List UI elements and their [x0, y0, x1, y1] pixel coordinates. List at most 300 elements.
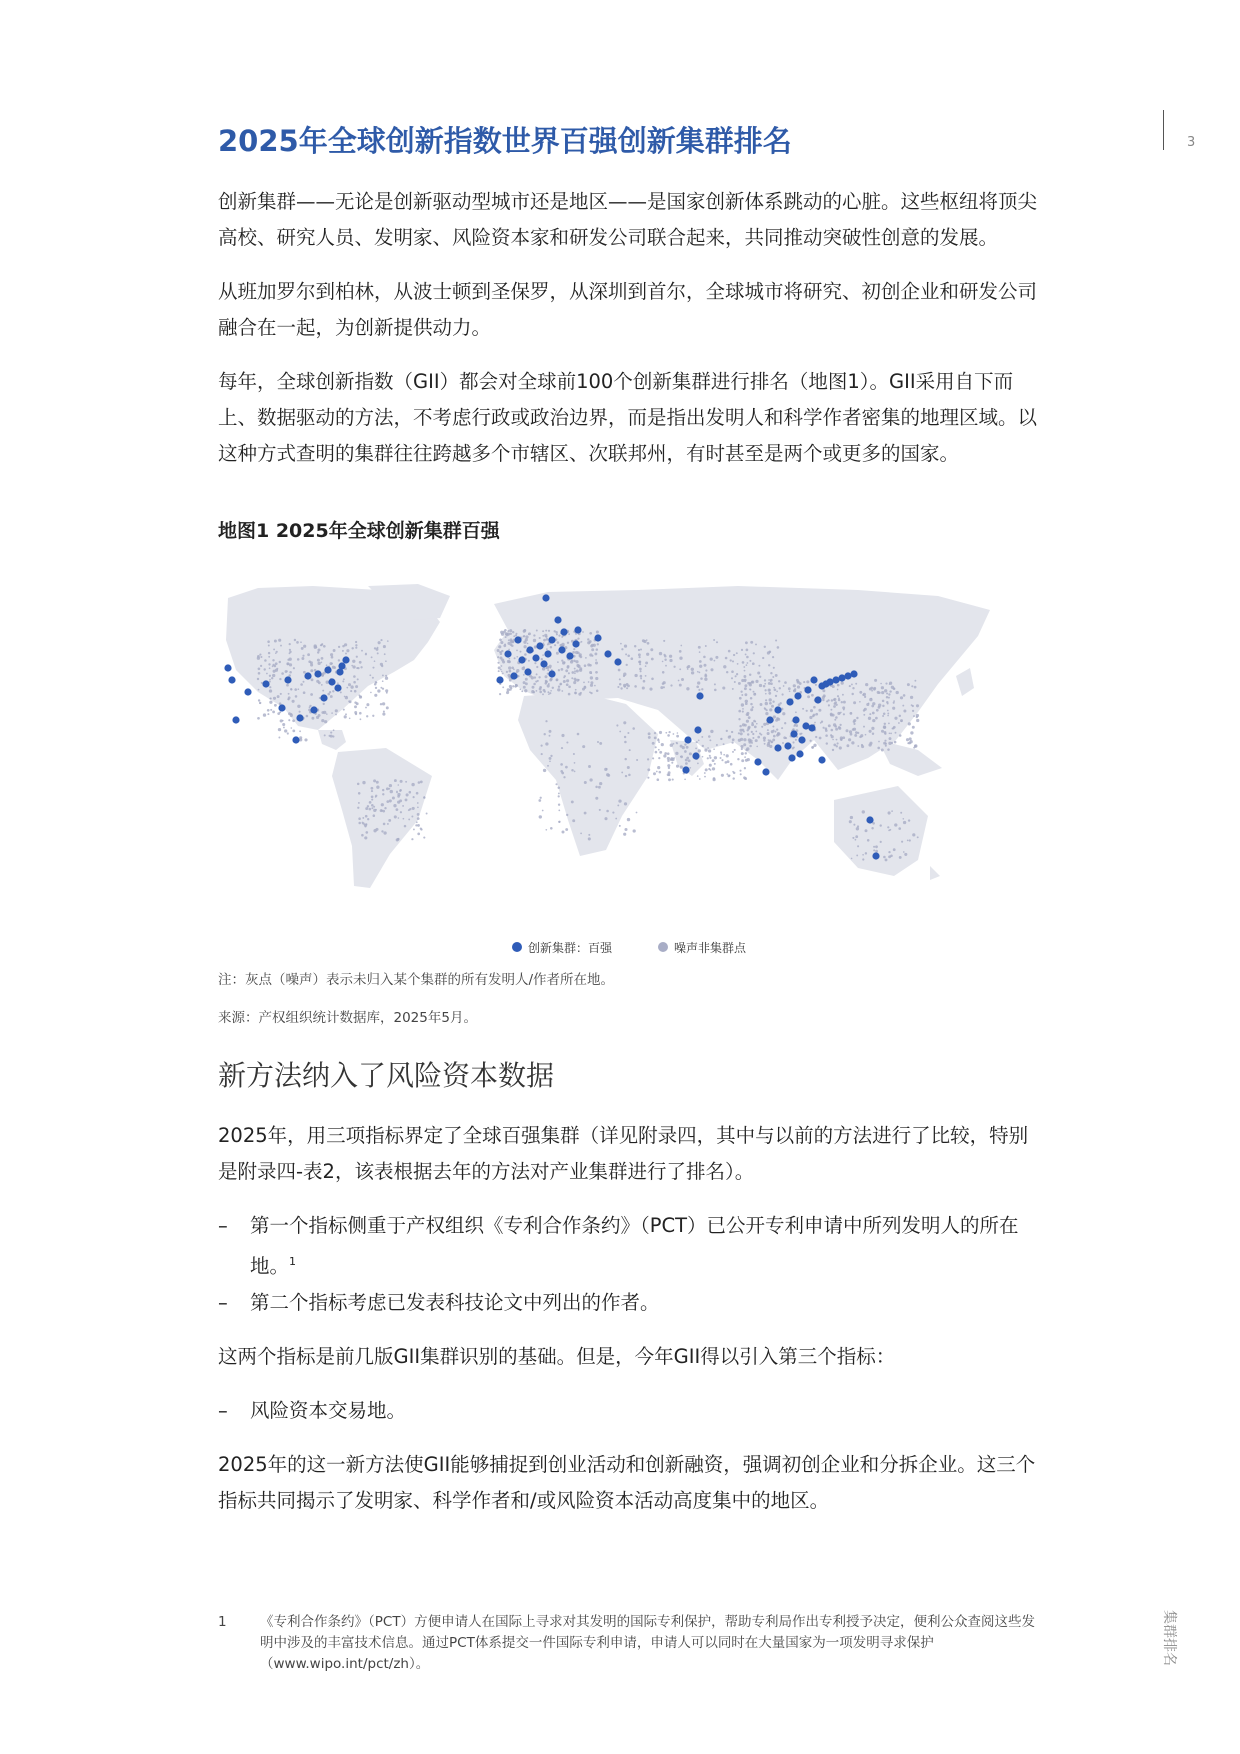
noise-point	[380, 703, 382, 705]
noise-point	[640, 670, 642, 672]
noise-point	[759, 684, 762, 687]
noise-point	[777, 732, 780, 735]
noise-point	[769, 702, 772, 705]
noise-point	[770, 672, 772, 674]
noise-point	[738, 710, 741, 713]
noise-point	[814, 722, 816, 724]
noise-point	[645, 661, 648, 664]
noise-point	[290, 727, 292, 729]
noise-point	[604, 817, 607, 820]
noise-point	[375, 795, 377, 797]
noise-point	[770, 680, 772, 682]
noise-point	[703, 656, 706, 659]
noise-point	[740, 732, 743, 735]
noise-point	[887, 710, 889, 712]
noise-point	[356, 656, 358, 658]
noise-point	[871, 727, 874, 730]
noise-point	[322, 690, 324, 692]
noise-point	[561, 668, 564, 671]
noise-point	[508, 649, 510, 651]
noise-point	[590, 684, 593, 687]
noise-point	[355, 644, 357, 646]
noise-point	[730, 763, 733, 766]
noise-point	[882, 705, 884, 707]
noise-point	[606, 810, 609, 813]
noise-point	[318, 681, 321, 684]
noise-point	[354, 690, 357, 693]
noise-point	[323, 711, 326, 714]
noise-point	[624, 644, 627, 647]
noise-point	[263, 668, 265, 670]
noise-point	[670, 757, 673, 760]
noise-point	[749, 689, 751, 691]
cluster-point	[314, 670, 321, 677]
noise-point	[577, 733, 580, 736]
noise-point	[358, 817, 361, 820]
noise-point	[714, 756, 717, 759]
noise-point	[843, 713, 845, 715]
noise-point	[755, 731, 757, 733]
noise-point	[372, 667, 374, 669]
cluster-point	[774, 744, 781, 751]
noise-point	[833, 705, 836, 708]
main-content	[218, 118, 1040, 1519]
noise-point	[405, 798, 408, 801]
cluster-point	[338, 662, 345, 669]
noise-point	[626, 664, 628, 666]
noise-point	[746, 720, 749, 723]
noise-point	[855, 835, 858, 838]
noise-point	[894, 741, 897, 744]
noise-point	[542, 635, 544, 637]
noise-point	[741, 649, 743, 651]
noise-point	[753, 652, 755, 654]
noise-point	[621, 771, 623, 773]
noise-point	[272, 711, 275, 714]
cluster-point	[694, 726, 701, 733]
noise-point	[882, 715, 884, 717]
noise-point	[398, 817, 400, 819]
noise-point	[664, 659, 666, 661]
noise-point	[397, 800, 400, 803]
cluster-point	[566, 652, 573, 659]
noise-point	[743, 675, 746, 678]
noise-point	[624, 741, 627, 744]
noise-point	[855, 683, 857, 685]
noise-point	[292, 730, 295, 733]
noise-point	[745, 749, 748, 752]
noise-point	[626, 687, 628, 689]
noise-point	[835, 728, 838, 731]
noise-point	[420, 781, 423, 784]
noise-point	[684, 750, 687, 753]
noise-point	[733, 777, 735, 779]
noise-point	[797, 686, 800, 689]
noise-point	[548, 630, 550, 632]
noise-point	[388, 819, 391, 822]
noise-point	[516, 650, 518, 652]
noise-point	[750, 641, 753, 644]
noise-point	[542, 810, 544, 812]
noise-point	[520, 689, 522, 691]
noise-point	[663, 681, 666, 684]
noise-point	[806, 710, 808, 712]
noise-point	[566, 814, 568, 816]
noise-point	[575, 689, 577, 691]
noise-point	[270, 697, 272, 699]
noise-point	[753, 693, 756, 696]
noise-point	[297, 658, 300, 661]
noise-point	[806, 680, 809, 683]
noise-point	[779, 687, 781, 689]
noise-point	[917, 836, 919, 838]
noise-point	[916, 704, 919, 707]
noise-point	[887, 748, 890, 751]
noise-point	[636, 812, 638, 814]
noise-point	[651, 678, 654, 681]
noise-point	[540, 687, 542, 689]
page-rule	[1163, 110, 1164, 150]
noise-point	[757, 672, 760, 675]
noise-point	[809, 716, 812, 719]
noise-point	[324, 734, 326, 736]
noise-point	[709, 764, 712, 767]
noise-point	[750, 703, 752, 705]
noise-point	[280, 693, 282, 695]
noise-point	[346, 649, 349, 652]
noise-point	[687, 665, 690, 668]
noise-point	[310, 663, 313, 666]
noise-point	[676, 742, 678, 744]
noise-point	[549, 730, 552, 733]
noise-point	[685, 762, 688, 765]
noise-point	[282, 723, 285, 726]
noise-point	[295, 695, 298, 698]
noise-point	[778, 680, 780, 682]
noise-point	[510, 633, 512, 635]
cluster-point	[572, 640, 579, 647]
noise-point	[360, 666, 362, 668]
noise-point	[714, 763, 716, 765]
cluster-point	[554, 616, 561, 623]
noise-point	[813, 744, 816, 747]
noise-point	[624, 758, 626, 760]
noise-point	[301, 657, 304, 660]
cluster-point	[794, 692, 801, 699]
noise-point	[679, 684, 682, 687]
noise-point	[297, 688, 299, 690]
noise-point	[390, 790, 393, 793]
noise-point	[730, 659, 732, 661]
noise-point	[408, 818, 410, 820]
noise-point	[705, 645, 707, 647]
noise-point	[658, 741, 660, 743]
noise-point	[746, 713, 749, 716]
noise-point	[668, 778, 671, 781]
noise-point	[497, 662, 499, 664]
noise-point	[578, 693, 581, 696]
noise-point	[838, 699, 841, 702]
noise-point	[900, 812, 902, 814]
noise-point	[887, 712, 889, 714]
noise-point	[577, 637, 579, 639]
noise-point	[875, 717, 878, 720]
noise-point	[260, 665, 262, 667]
noise-point	[773, 687, 775, 689]
noise-point	[348, 683, 351, 686]
noise-point	[374, 694, 377, 697]
noise-point	[523, 674, 525, 676]
noise-point	[863, 714, 865, 716]
noise-point	[795, 711, 797, 713]
noise-point	[732, 660, 734, 662]
noise-point	[520, 651, 522, 653]
noise-point	[260, 656, 262, 658]
noise-point	[505, 636, 507, 638]
noise-point	[723, 743, 725, 745]
noise-point	[558, 686, 560, 688]
noise-point	[576, 679, 579, 682]
noise-point	[580, 641, 582, 643]
noise-point	[731, 670, 734, 673]
noise-point	[383, 645, 386, 648]
noise-point	[830, 713, 833, 716]
noise-point	[832, 749, 834, 751]
noise-point	[748, 726, 751, 729]
noise-point	[591, 648, 594, 651]
noise-point	[714, 683, 716, 685]
noise-point	[870, 687, 873, 690]
noise-point	[756, 746, 758, 748]
noise-point	[652, 757, 654, 759]
noise-point	[359, 661, 362, 664]
noise-point	[737, 663, 739, 665]
noise-point	[703, 664, 706, 667]
cluster-point	[594, 634, 601, 641]
noise-point	[268, 663, 270, 665]
noise-point	[771, 741, 773, 743]
noise-point	[872, 712, 875, 715]
noise-point	[688, 759, 691, 762]
noise-point	[864, 696, 866, 698]
noise-point	[396, 808, 399, 811]
noise-point	[699, 665, 702, 668]
noise-point	[835, 716, 838, 719]
footnote-number: 1	[218, 1614, 227, 1630]
noise-point	[843, 701, 846, 704]
noise-point	[691, 671, 694, 674]
noise-point	[763, 737, 766, 740]
noise-point	[619, 731, 621, 733]
noise-point	[382, 793, 384, 795]
noise-point	[515, 684, 518, 687]
noise-point	[283, 726, 285, 728]
noise-point	[767, 729, 769, 731]
noise-point	[303, 671, 306, 674]
list-dash: –	[218, 1214, 228, 1237]
noise-point	[411, 838, 413, 840]
noise-point	[889, 737, 892, 740]
noise-point	[627, 766, 630, 769]
noise-point	[878, 706, 881, 709]
cluster-point	[798, 736, 805, 743]
noise-point	[259, 654, 261, 656]
noise-point	[288, 674, 291, 677]
noise-point	[329, 735, 331, 737]
noise-point	[885, 683, 887, 685]
noise-point	[852, 687, 854, 689]
noise-point	[612, 812, 614, 814]
noise-point	[708, 735, 711, 738]
cluster-point	[496, 676, 503, 683]
noise-point	[707, 757, 709, 759]
noise-point	[371, 795, 374, 798]
noise-point	[393, 804, 396, 807]
noise-point	[549, 760, 551, 762]
cluster-point	[682, 766, 689, 773]
noise-point	[736, 673, 738, 675]
noise-point	[677, 732, 679, 734]
noise-point	[839, 746, 842, 749]
noise-point	[735, 675, 737, 677]
noise-point	[741, 694, 743, 696]
noise-point	[374, 660, 376, 662]
noise-point	[782, 742, 784, 744]
noise-point	[780, 702, 782, 704]
noise-point	[565, 828, 568, 831]
noise-point	[851, 683, 853, 685]
noise-point	[908, 722, 911, 725]
noise-point	[545, 829, 547, 831]
noise-point	[343, 678, 345, 680]
noise-point	[536, 690, 538, 692]
noise-point	[547, 765, 549, 767]
noise-point	[670, 684, 672, 686]
noise-point	[279, 711, 281, 713]
noise-point	[836, 745, 838, 747]
noise-point	[297, 705, 300, 708]
noise-point	[404, 825, 407, 828]
noise-point	[758, 665, 760, 667]
noise-point	[417, 833, 420, 836]
noise-point	[744, 687, 747, 690]
cluster-point	[804, 686, 811, 693]
noise-point	[773, 715, 776, 718]
cluster-point	[692, 752, 699, 759]
noise-point	[888, 811, 891, 814]
noise-point	[660, 686, 663, 689]
noise-point	[279, 661, 281, 663]
noise-point	[369, 674, 371, 676]
noise-point	[276, 668, 278, 670]
noise-point	[767, 732, 770, 735]
noise-point	[744, 724, 747, 727]
noise-point	[659, 731, 662, 734]
noise-point	[752, 737, 754, 739]
noise-point	[731, 677, 733, 679]
cluster-point	[548, 636, 555, 643]
noise-point	[382, 810, 385, 813]
noise-point	[892, 727, 894, 729]
noise-point	[746, 649, 749, 652]
noise-point	[679, 657, 682, 660]
noise-point	[765, 693, 767, 695]
noise-point	[579, 669, 582, 672]
noise-point	[426, 813, 428, 815]
noise-point	[729, 735, 731, 737]
noise-point	[907, 683, 910, 686]
noise-point	[768, 692, 771, 695]
noise-point	[702, 756, 704, 758]
noise-point	[268, 645, 270, 647]
noise-point	[862, 810, 865, 813]
noise-point	[903, 821, 906, 824]
noise-point	[289, 651, 291, 653]
noise-point	[538, 676, 540, 678]
noise-point	[345, 713, 347, 715]
noise-point	[889, 682, 892, 685]
noise-point	[885, 745, 887, 747]
noise-point	[720, 738, 722, 740]
noise-point	[532, 686, 535, 689]
noise-point	[386, 692, 388, 694]
noise-point	[303, 691, 306, 694]
noise-point	[746, 664, 748, 666]
noise-point	[627, 685, 630, 688]
noise-point	[293, 667, 295, 669]
noise-point	[373, 806, 375, 808]
noise-point	[843, 736, 846, 739]
noise-point	[324, 720, 327, 723]
noise-point	[528, 632, 531, 635]
noise-point	[318, 714, 321, 717]
noise-point	[908, 819, 910, 821]
noise-point	[596, 648, 599, 651]
noise-point	[658, 749, 660, 751]
noise-point	[546, 648, 548, 650]
noise-point	[743, 666, 745, 668]
noise-point	[584, 781, 587, 784]
noise-point	[647, 642, 650, 645]
noise-point	[317, 651, 319, 653]
noise-point	[278, 639, 281, 642]
noise-point	[624, 802, 627, 805]
noise-point	[381, 830, 383, 832]
noise-point	[755, 643, 757, 645]
noise-point	[415, 824, 417, 826]
noise-point	[373, 829, 376, 832]
noise-point	[306, 715, 309, 718]
noise-point	[868, 743, 871, 746]
noise-point	[269, 679, 271, 681]
noise-point	[663, 654, 665, 656]
cluster-point	[262, 680, 269, 687]
noise-point	[633, 829, 636, 832]
noise-point	[676, 765, 679, 768]
noise-point	[409, 808, 411, 810]
noise-point	[375, 809, 377, 811]
noise-point	[576, 669, 579, 672]
noise-point	[321, 684, 323, 686]
footnote-ref[interactable]: 1	[289, 1255, 297, 1268]
noise-point	[257, 717, 260, 720]
noise-point	[709, 739, 711, 741]
noise-point	[873, 688, 876, 691]
noise-point	[886, 701, 888, 703]
noise-point	[536, 630, 538, 632]
cluster-point	[872, 852, 879, 859]
noise-point	[558, 792, 560, 794]
